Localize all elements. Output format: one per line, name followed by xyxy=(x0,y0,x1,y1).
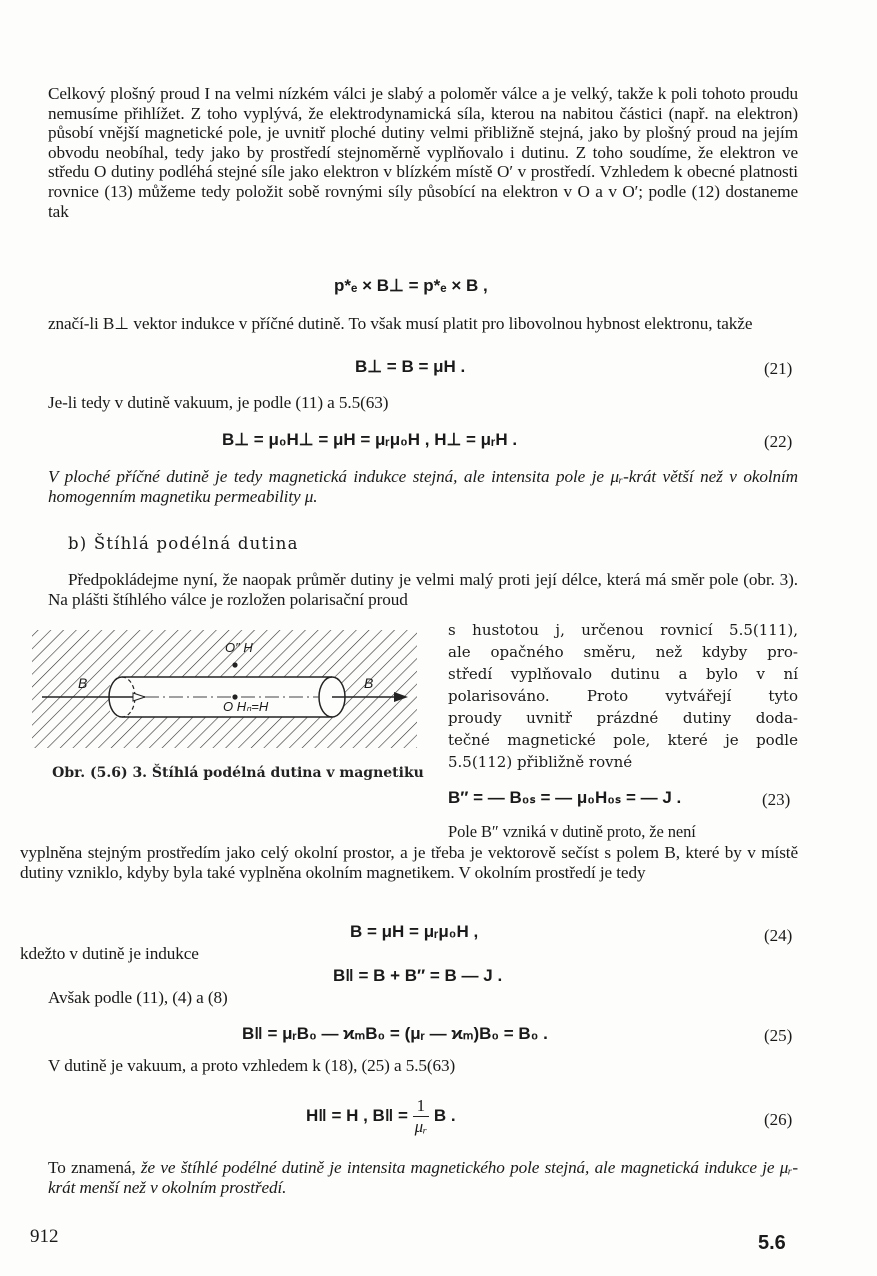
page-number: 912 xyxy=(30,1226,59,1247)
text-avsak: Avšak podle (11), (4) a (8) xyxy=(48,988,228,1007)
wrap-line: s hustotou j, určenou rovnicí 5.5(111), xyxy=(448,621,798,639)
wrap-line: ale opačného směru, než kdyby pro- xyxy=(448,643,798,661)
wrap-line: proudy uvnitř prázdné dutiny doda- xyxy=(448,709,798,727)
text-kdezto: kdežto v dutině je indukce xyxy=(20,944,199,963)
fraction-1-over-mu-r xyxy=(413,1096,430,1137)
paragraph-flat-cavity-conclusion: V ploché příčné dutině je tedy magnetická indukce stejná, ale intensita pole je μᵣ-krát větší než v okolním homogenním magnetiku permeability μ. xyxy=(48,467,798,506)
figure-label-o-prime: O″ H xyxy=(225,640,253,655)
section-number: 5.6 xyxy=(758,1232,786,1254)
paragraph-b-double-prime-start: Pole B″ vzniká v dutině proto, že není xyxy=(448,822,696,841)
wrap-line: středí vyplňovalo dutinu a bylo v ní xyxy=(448,665,798,683)
paragraph-slender-cavity-conclusion xyxy=(48,1158,798,1197)
conclusion-italic: že ve štíhlé podélné dutině je intensita magnetického pole stejná, ale magnetická indukce je μᵣ-krát menší než v okolním prostředí. xyxy=(48,1158,798,1197)
figure-label-b-right: B xyxy=(364,675,374,691)
paragraph-flat-cavity-force: Celkový plošný proud I na velmi nízkém válci je slabý a poloměr válce a je velký, takže k poli tohoto proudu nemusíme přihlížet. Z toho vyplývá, že elektrodynamická síla, kterou na nabitou částici (např. na elektron) působí vnější magnetické pole, je uvnitř ploché dutiny velmi přibližně stejná, jako by plošný proud na jejím obvodu neobíhal, tedy jako by prostředí stejnoměrně vyplňovalo i dutinu. Z toho soudíme, že elektron ve středu O dutiny podléhá stejné síle jako elektron v blízkém místě O′ v prostředí. Vzhledem k obecné platnosti rovnice (13) můžeme tedy položit sobě rovnými síly působící na elektron v O a v O′; podle (12) dostaneme tak xyxy=(48,84,798,221)
equation-force-equality: p*ₑ × B⊥ = p*ₑ × B , xyxy=(334,276,488,295)
equation-number-24: (24) xyxy=(764,926,793,945)
equation-number-22: (22) xyxy=(764,432,793,451)
equation-number-26: (26) xyxy=(764,1110,793,1129)
paragraph-slender-cavity-intro: Předpokládejme nyní, že naopak průměr dutiny je velmi malý proti její délce, která má směr pole (obr. 3). Na plášti štíhlého válce je rozložen polarisační proud xyxy=(48,570,798,609)
figure-label-o-center: O Hₙ=H xyxy=(223,699,269,714)
section-heading-slender-cavity: b) Štíhlá podélná dutina xyxy=(68,534,299,553)
equation-number-23: (23) xyxy=(762,790,791,809)
equation-22: B⊥ = μ₀H⊥ = μH = μᵣμ₀H , H⊥ = μᵣH . xyxy=(222,430,518,449)
wrap-line: polarisováno. Proto vytvářejí tyto xyxy=(448,687,798,705)
equation-25: B‖ = μᵣB₀ — ϰₘB₀ = (μᵣ — ϰₘ)B₀ = B₀ . xyxy=(242,1024,548,1043)
equation-number-25: (25) xyxy=(764,1026,793,1045)
equation-26 xyxy=(306,1096,456,1137)
equation-21: B⊥ = B = μH . xyxy=(355,357,466,376)
equation-26-right: B . xyxy=(429,1105,456,1125)
equation-26-left: H‖ = H , B‖ = xyxy=(306,1105,413,1125)
conclusion-prefix: To znamená, xyxy=(48,1158,141,1177)
wrap-line: tečné magnetické pole, které je podle xyxy=(448,731,798,749)
paragraph-b-perp-definition: značí-li B⊥ vektor indukce v příčné dutině. To však musí platit pro libovolnou hybnost elektronu, takže xyxy=(48,314,753,333)
equation-24: B = μH = μᵣμ₀H , xyxy=(350,922,479,941)
figure-slender-cavity xyxy=(30,625,430,755)
fraction-denominator: μᵣ xyxy=(414,1117,428,1136)
fraction-numerator: 1 xyxy=(413,1096,430,1117)
figure-label-b-left: B xyxy=(78,675,88,691)
wrap-line: 5.5(112) přibližně rovné xyxy=(448,753,633,771)
figure-caption: Obr. (5.6) 3. Štíhlá podélná dutina v magnetiku xyxy=(52,765,424,781)
paragraph-b-double-prime: vyplněna stejným prostředím jako celý okolní prostor, a je třeba je vektorově sečíst s polem B, které by v místě dutiny vzniklo, kdyby byla také vyplněna okolním magnetikem. V okolním prostředí je tedy xyxy=(20,843,798,882)
equation-b-parallel: B‖ = B + B″ = B — J . xyxy=(333,966,503,985)
paragraph-vacuum-case: Je-li tedy v dutině vakuum, je podle (11) a 5.5(63) xyxy=(48,393,389,412)
equation-23: B″ = — B₀ₛ = — μ₀H₀ₛ = — J . xyxy=(448,788,682,807)
equation-number-21: (21) xyxy=(764,359,793,378)
paragraph-vacuum-slender: V dutině je vakuum, a proto vzhledem k (18), (25) a 5.5(63) xyxy=(48,1056,456,1075)
